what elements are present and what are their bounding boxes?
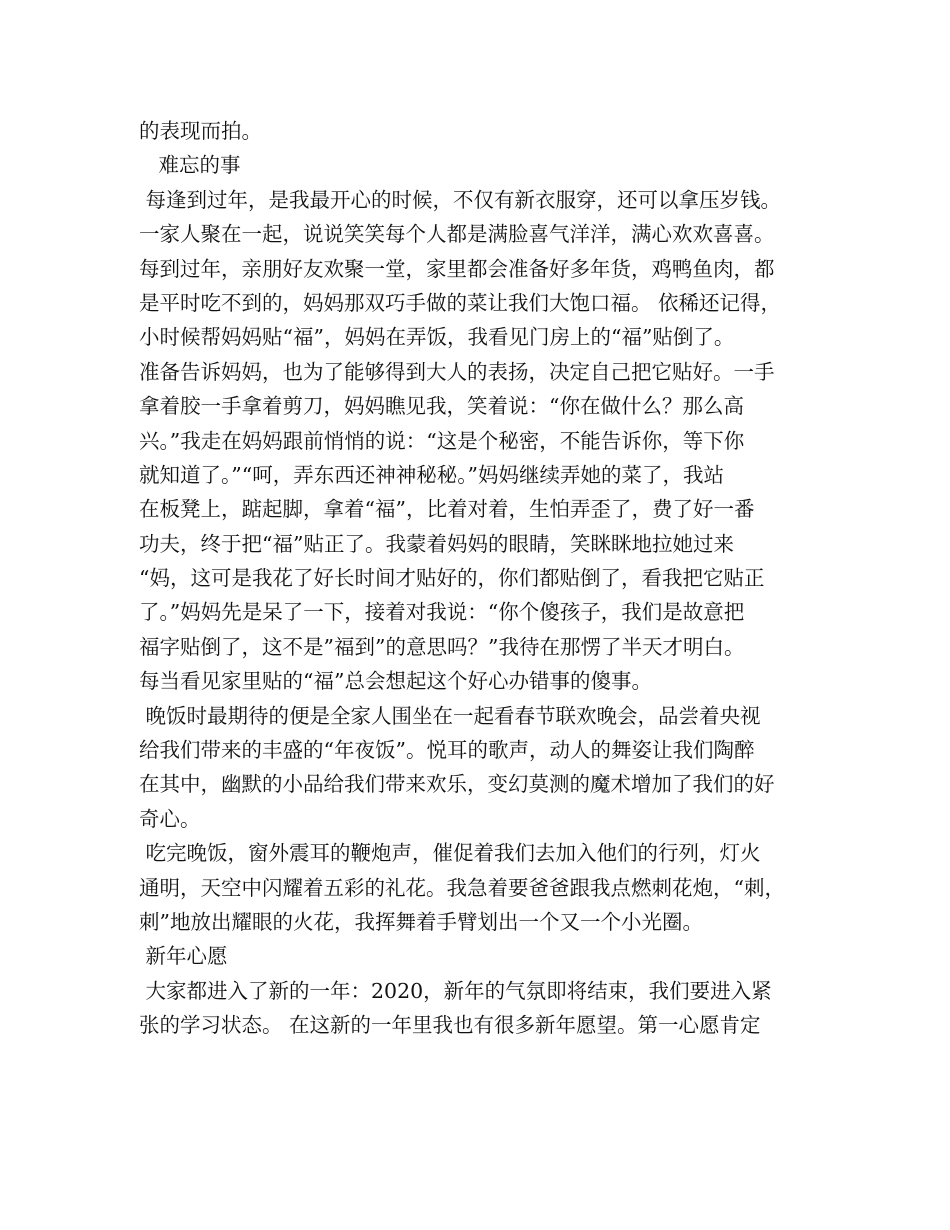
document-body [139, 114, 839, 1043]
text-line: 在板凳上，踮起脚，拿着“福”，比着对着，生怕弄歪了，费了好一番 [139, 497, 755, 522]
text-line: 拿着胶一手拿着剪刀，妈妈瞧见我，笑着说：“你在做什么？那么高 [139, 394, 744, 419]
text-line: 通明，天空中闪耀着五彩的礼花。我急着要爸爸跟我点燃刺花炮，“刺， [139, 875, 785, 900]
text-line: 功夫，终于把“福”贴正了。我蒙着妈妈的眼睛，笑眯眯地拉她过来 [139, 531, 734, 556]
section-heading: 难忘的事 [139, 153, 241, 178]
text-line: 吃完晚饭，窗外震耳的鞭炮声，催促着我们去加入他们的行列，灯火 [139, 841, 761, 866]
text-line: 给我们带来的丰盛的“年夜饭”。悦耳的歌声，动人的舞姿让我们陶醉 [139, 738, 755, 763]
text-line: 刺”地放出耀眼的火花，我挥舞着手臂划出一个又一个小光圈。 [139, 909, 703, 934]
text-line: 福字贴倒了，这不是”福到”的意思吗？”我待在那愣了半天才明白。 [139, 634, 745, 659]
text-line: 奇心。 [139, 806, 201, 831]
text-line: 准备告诉妈妈，也为了能够得到大人的表扬，决定自己把它贴好。一手 [139, 359, 775, 384]
text-line: 小时候帮妈妈贴“福”，妈妈在弄饭，我看见门房上的“福”贴倒了。 [139, 325, 735, 350]
text-line: 在其中，幽默的小品给我们带来欢乐，变幻莫测的魔术增加了我们的好 [139, 772, 775, 797]
text-line: 每当看见家里贴的“福”总会想起这个好心办错事的傻事。 [139, 669, 652, 694]
text-line: 每逢到过年，是我最开心的时候，不仅有新衣服穿，还可以拿压岁钱。 [139, 187, 782, 212]
section-heading: 新年心愿 [139, 944, 228, 969]
text-line: 是平时吃不到的，妈妈那双巧手做的菜让我们大饱口福。 依稀还记得， [139, 290, 782, 315]
text-line: 就知道了。”“呵，弄东西还神神秘秘。”妈妈继续弄她的菜了，我站 [139, 462, 724, 487]
text-line: 的表现而拍。 [139, 119, 262, 143]
text-line: 晚饭时最期待的便是全家人围坐在一起看春节联欢晚会，品尝着央视 [139, 703, 761, 728]
text-line: 张的学习状态。 在这新的一年里我也有很多新年愿望。第一心愿肯定 [139, 1013, 761, 1038]
text-line: 一家人聚在一起，说说笑笑每个人都是满脸喜气洋洋，满心欢欢喜喜。 [139, 222, 775, 247]
text-line: “妈，这可是我花了好长时间才贴好的，你们都贴倒了，看我把它贴正 [139, 566, 765, 591]
text-line: 大家都进入了新的一年：2020，新年的气氛即将结束，我们要进入紧 [139, 978, 772, 1003]
text-line: 每到过年，亲朋好友欢聚一堂，家里都会准备好多年货，鸡鸭鱼肉，都 [139, 256, 775, 281]
text-line: 兴。”我走在妈妈跟前悄悄的说：“这是个秘密，不能告诉你，等下你 [139, 428, 745, 453]
text-line: 了。”妈妈先是呆了一下，接着对我说：“你个傻孩子，我们是故意把 [139, 600, 745, 625]
